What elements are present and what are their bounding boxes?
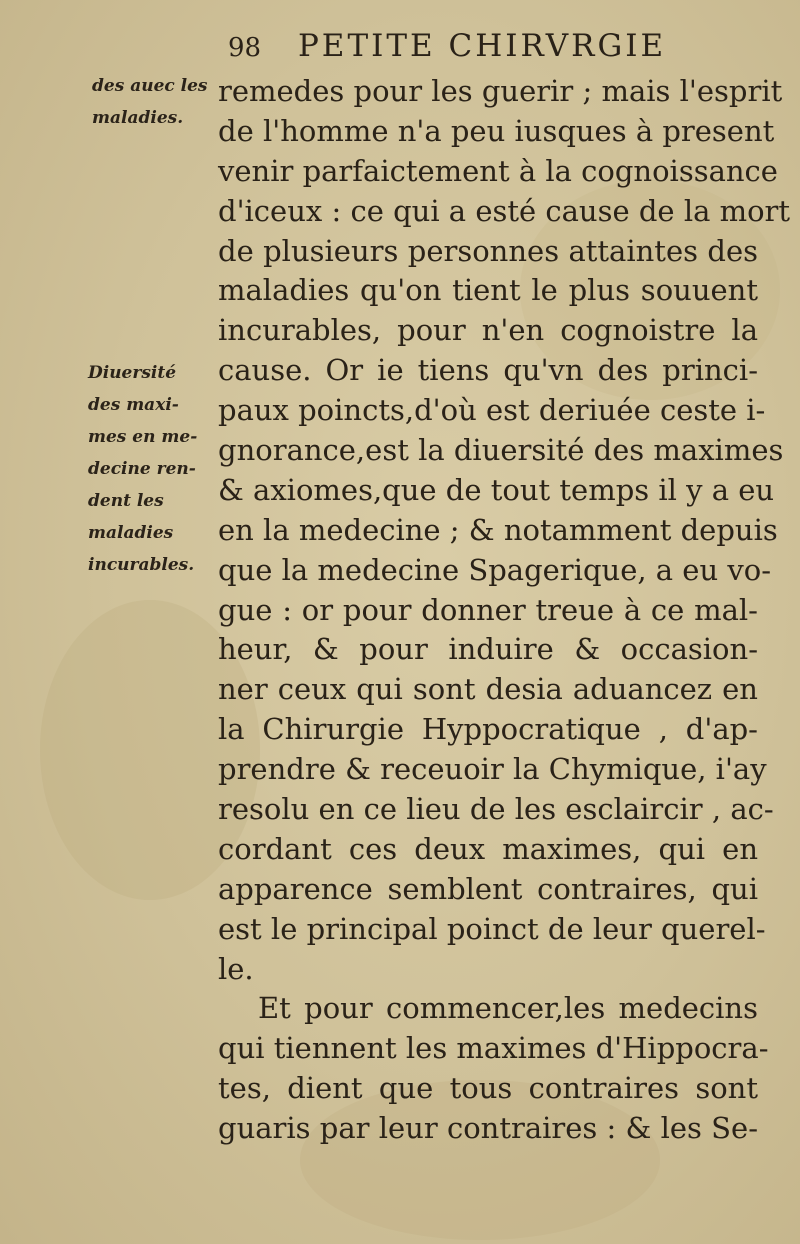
body-text bbox=[218, 72, 791, 1149]
text-line: tes, dient que tous contraires sont bbox=[218, 1071, 758, 1106]
text-line: le. bbox=[218, 951, 254, 986]
marginal-note bbox=[88, 357, 218, 581]
text-line: la Chirurgie Hyppocratique , d'ap- bbox=[218, 712, 758, 747]
text-line: de l'homme n'a peu iusques à present bbox=[218, 113, 775, 148]
text-line: apparence semblent contraires, qui bbox=[218, 871, 758, 906]
text-line: gue : or pour donner treue à ce mal- bbox=[218, 592, 758, 627]
text-line: de plusieurs personnes attaintes des bbox=[218, 233, 758, 268]
text-line: guaris par leur contraires : & les Se- bbox=[218, 1111, 758, 1146]
text-line: que la medecine Spagerique, a eu vo- bbox=[218, 552, 771, 587]
marginal-note-line: des auec les bbox=[92, 76, 208, 96]
marginal-note-line: decine ren- bbox=[88, 459, 196, 479]
marginal-note-line: maladies bbox=[88, 523, 174, 543]
text-line: qui tiennent les maximes d'Hippocra- bbox=[218, 1031, 769, 1066]
marginal-note-line: Diuersité bbox=[88, 363, 177, 383]
running-title: PETITE CHIRVRGIE bbox=[297, 28, 667, 64]
text-line: venir parfaictement à la cognoissance bbox=[218, 153, 778, 188]
text-line: Et pour commencer,les medecins bbox=[258, 991, 758, 1026]
text-line: paux poincts,d'où est deriuée ceste i- bbox=[218, 393, 766, 428]
marginal-note-line: dent les bbox=[88, 491, 164, 511]
text-line: prendre & receuoir la Chymique, i'ay bbox=[218, 752, 767, 787]
marginal-note-line: des maxi- bbox=[88, 395, 179, 415]
text-line: gnorance,est la diuersité des maximes bbox=[218, 433, 784, 468]
text-line: d'iceux : ce qui a esté cause de la mort bbox=[218, 193, 791, 228]
marginal-note-line: incurables. bbox=[88, 555, 195, 575]
text-line: resolu en ce lieu de les esclaircir , ac- bbox=[218, 792, 774, 827]
text-line: incurables, pour n'en cognoistre la bbox=[218, 313, 758, 348]
text-line: & axiomes,que de tout temps il y a eu bbox=[218, 472, 775, 507]
page-number: 98 bbox=[228, 33, 262, 63]
text-line: ner ceux qui sont desia aduancez en bbox=[218, 672, 758, 707]
text-line: en la medecine ; & notamment depuis bbox=[218, 512, 778, 547]
text-line: cause. Or ie tiens qu'vn des princi- bbox=[218, 353, 758, 388]
marginal-note-line: maladies. bbox=[92, 108, 184, 128]
text-line: heur, & pour induire & occasion- bbox=[218, 632, 758, 667]
marginal-note-line: mes en me- bbox=[88, 427, 198, 447]
text-line: maladies qu'on tient le plus souuent bbox=[218, 273, 758, 308]
marginal-note bbox=[92, 70, 222, 134]
text-line: est le principal poinct de leur querel- bbox=[218, 911, 766, 946]
running-header bbox=[228, 28, 666, 64]
text-line: cordant ces deux maximes, qui en bbox=[218, 831, 758, 866]
text-line: remedes pour les guerir ; mais l'esprit bbox=[218, 74, 783, 108]
